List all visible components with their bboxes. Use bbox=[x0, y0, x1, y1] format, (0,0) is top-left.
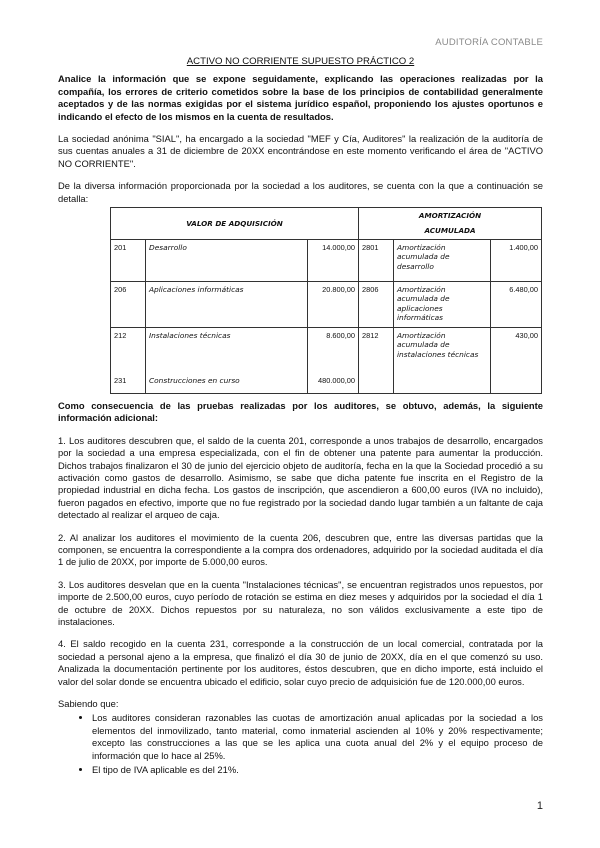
account-name-231: Construcciones en curso bbox=[149, 376, 240, 386]
accounts-table bbox=[110, 207, 542, 394]
amortization-name: Amortización acumulada de instalaciones técnicas bbox=[394, 327, 491, 393]
account-code-212: 212 bbox=[114, 330, 127, 340]
account-code: 206 bbox=[111, 281, 146, 327]
amortization-value: 6.480,00 bbox=[491, 281, 542, 327]
table-row bbox=[111, 327, 542, 393]
document-title: ACTIVO NO CORRIENTE SUPUESTO PRÁCTICO 2 bbox=[186, 56, 415, 67]
account-value-231: 480.000,00 bbox=[318, 376, 355, 386]
amortization-name: Amortización acumulada de desarrollo bbox=[394, 239, 491, 281]
table-row bbox=[111, 281, 542, 327]
account-code bbox=[111, 327, 146, 393]
header-accumulated-amortization bbox=[359, 208, 542, 240]
amortization-name: Amortización acumulada de aplicaciones informáticas bbox=[394, 281, 491, 327]
table-row bbox=[111, 239, 542, 281]
account-value: 20.800,00 bbox=[308, 281, 359, 327]
consequence-paragraph: Como consecuencia de las pruebas realizadas por los auditores, se obtuvo, además, la siguiente información adicional: bbox=[58, 399, 543, 424]
account-value-212: 8.600,00 bbox=[326, 330, 355, 340]
accounts-table-wrapper bbox=[58, 207, 543, 394]
account-name: Aplicaciones informáticas bbox=[146, 281, 308, 327]
amortization-value: 430,00 bbox=[491, 327, 542, 393]
account-name bbox=[146, 327, 308, 393]
assumptions-list bbox=[58, 712, 543, 776]
account-code-231: 231 bbox=[114, 376, 127, 386]
amortization-code: 2812 bbox=[359, 327, 394, 393]
list-item: • El tipo de IVA aplicable es del 21%. bbox=[92, 764, 543, 776]
point-2-paragraph: 2. Al analizar los auditores el movimiento de la cuenta 206, descubren que, entre las diversas partidas que la componen, se encuentra la correspondiente a la compra dos ordenadores, adquirido por la sociedad auditada el día 1 de julio de 20XX, por importe de 5.000,00 euros. bbox=[58, 531, 543, 568]
point-4-paragraph: 4. El saldo recogido en la cuenta 231, corresponde a la construcción de un local comercial, contratada por la sociedad a personal ajeno a la empresa, que finalizó el día 30 de junio de 20XX, día en el que comenzó su uso. Analizada la documentación pertinente por los auditores, éstos descubren, que en dicho importe, está incluido el valor del solar donde se encuentra ubicado el edificio, solar cuyo precio de adquisición fue de 120.000,00 euros. bbox=[58, 638, 543, 687]
amortization-code: 2801 bbox=[359, 239, 394, 281]
header-label: AUDITORÍA CONTABLE bbox=[435, 37, 543, 48]
intro-paragraph: Analice la información que se expone seguidamente, explicando las operaciones realizadas por la compañía, los errores de criterio cometidos sobre la base de los principios de contabilidad generalmente aceptados y de las normas exigidas por el sistema jurídico español, proponiendo los ajustes oportunos e indicando el efecto de los mismos en la cuenta de resultados. bbox=[58, 73, 543, 122]
header-amortization: AMORTIZACIÓN bbox=[418, 211, 482, 221]
document-body bbox=[58, 56, 543, 778]
table-header-row bbox=[111, 208, 542, 240]
account-value bbox=[308, 327, 359, 393]
amortization-value: 1.400,00 bbox=[491, 239, 542, 281]
account-name-212: Instalaciones técnicas bbox=[149, 330, 231, 340]
knowing-label: Sabiendo que: bbox=[58, 698, 119, 709]
page-number: 1 bbox=[536, 800, 543, 812]
account-code: 201 bbox=[111, 239, 146, 281]
account-value: 14.000,00 bbox=[308, 239, 359, 281]
account-name: Desarrollo bbox=[146, 239, 308, 281]
point-3-paragraph: 3. Los auditores desvelan que en la cuenta "Instalaciones técnicas", se encuentran registrados unos repuestos, por importe de 2.500,00 euros, cuyo período de rotación se estima en diez meses y adquiridos por la sociedad el día 1 de octubre de 20XX. Dichos repuestos por su naturaleza, no son válidos exclusivamente a este tipo de instalaciones. bbox=[58, 578, 543, 627]
list-item: • Los auditores consideran razonables las cuotas de amortización anual aplicadas por la sociedad a los elementos del inmovilizado, tanto material, como inmaterial ascienden al 10% y 20% respectivamente; excepto las construcciones a las que se les aplica una cuota anual del 2% y el equipo proceso de información que lo hace al 25%. bbox=[92, 712, 543, 762]
header-acquisition-value: VALOR DE ADQUISICIÓN bbox=[111, 208, 359, 240]
context-paragraph: La sociedad anónima "SIAL", ha encargado a la sociedad "MEF y Cía, Auditores" la realización de la auditoría de sus cuentas anuales a 31 de diciembre de 20XX encontrándose en este momento verificando el área de "ACTIVO NO CORRIENTE". bbox=[58, 133, 543, 169]
table-intro-paragraph: De la diversa información proporcionada por la sociedad a los auditores, se cuenta con la que a continuación se detalla: bbox=[58, 180, 543, 204]
amortization-code: 2806 bbox=[359, 281, 394, 327]
header-accumulated: ACUMULADA bbox=[424, 226, 476, 236]
point-1-paragraph: 1. Los auditores descubren que, el saldo de la cuenta 201, corresponde a unos trabajos de desarrollo, encargados por la sociedad a una empresa especializada, con el fin de obtener una patente para aumentar la producción. Dichos trabajos finalizaron el 30 de junio del ejercicio objeto de auditoría, fecha en la que la Sociedad procedió a su activación como gastos de desarrollo. Asimismo, se sabe que dicha patente fue inscrita en el Registro de la propiedad industrial en dicha fecha. Los gastos de inscripción, que ascendieron a 600,00 euros (IVA no incluido), fueron pagados en efectivo, importe que no fue registrado por la sociedad dando lugar también a un faltante de caja detectado al realizar el arqueo de caja. bbox=[58, 434, 543, 521]
